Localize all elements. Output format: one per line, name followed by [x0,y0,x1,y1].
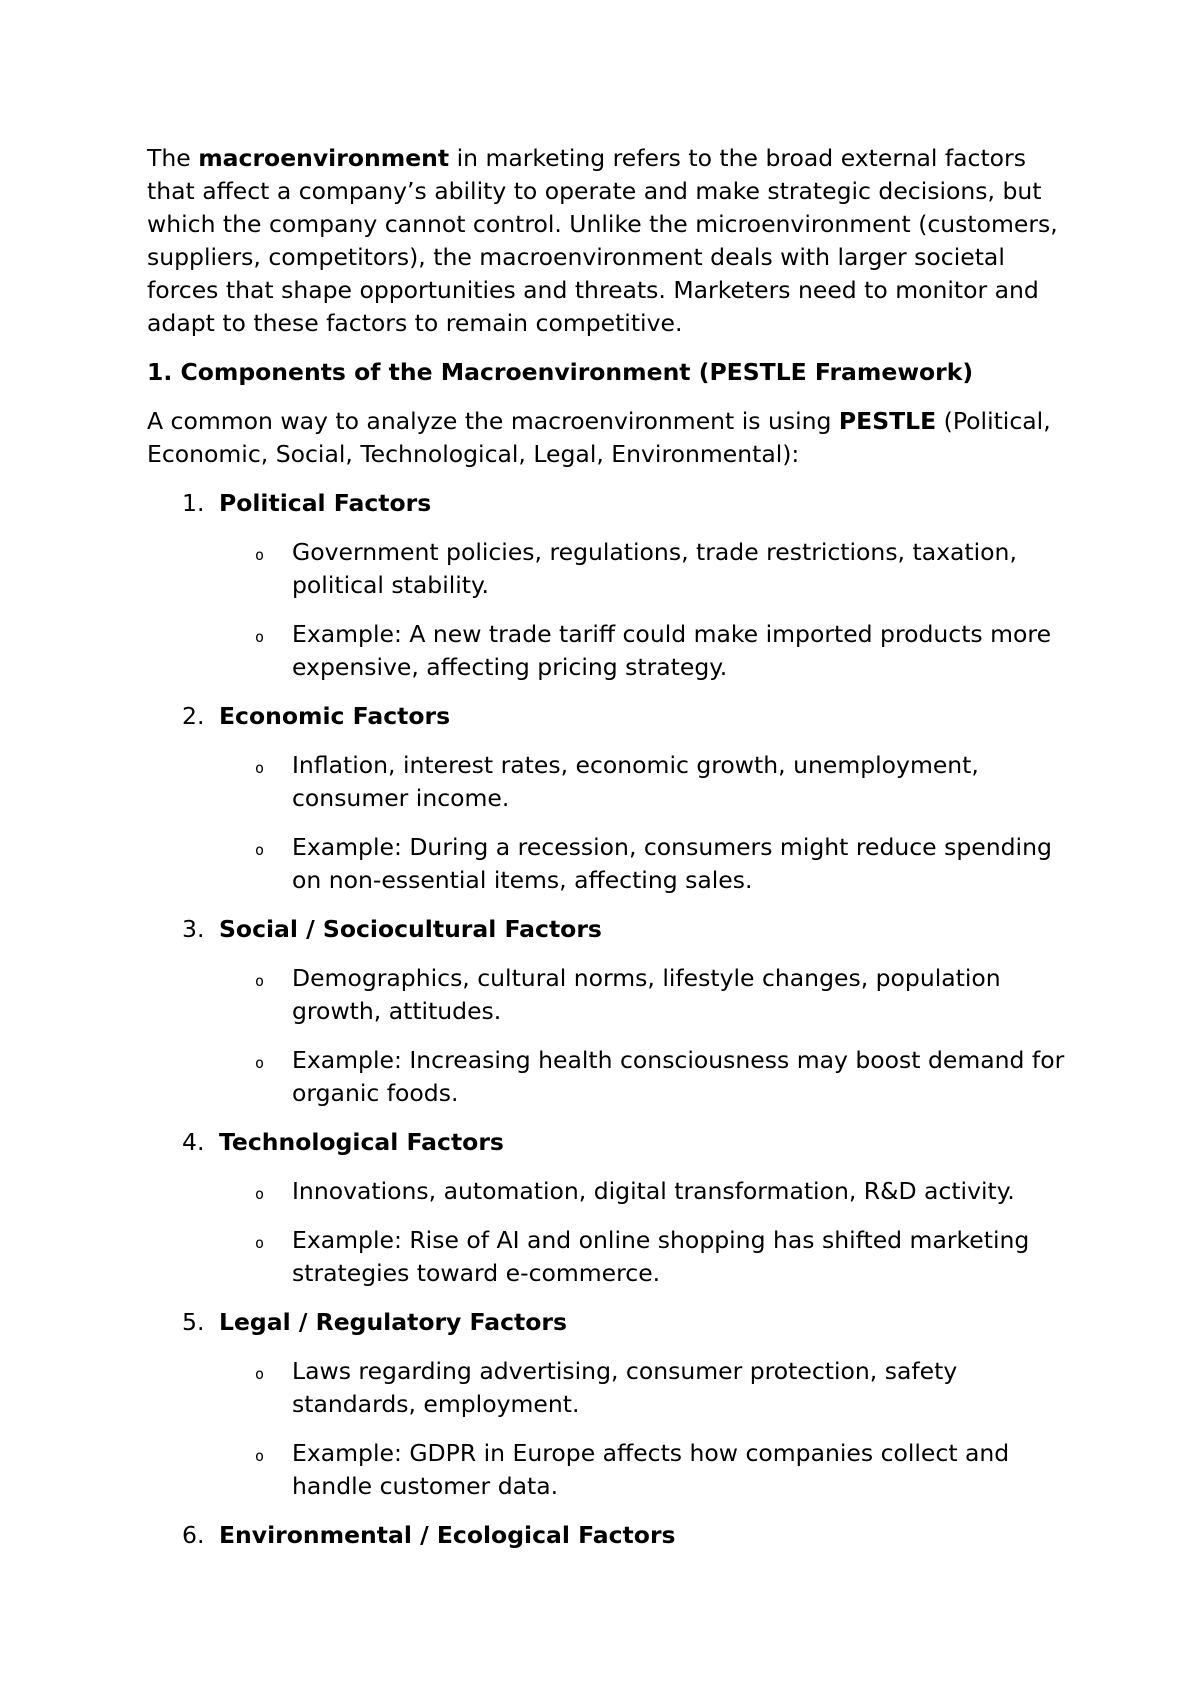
factor-title [147,487,1077,520]
list-item [147,749,1077,815]
factor-number: 5. [182,1308,205,1336]
bullet-icon: o [255,546,265,564]
bullet-icon: o [255,972,265,990]
list-item [147,536,1077,602]
list-item [147,1437,1077,1503]
factor-points [147,1175,1077,1290]
point-text: Innovations, automation, digital transformation, R&D activity. [292,1177,1015,1205]
point-text: Example: Rise of AI and online shopping has shifted marketing strategies toward e-commerce. [292,1226,1030,1287]
factor-title [147,700,1077,733]
point-text: Inflation, interest rates, economic growth, unemployment, consumer income. [292,751,979,812]
factor-list [147,487,1077,1552]
bullet-icon: o [255,1365,265,1383]
factor-technological [147,1126,1077,1290]
lead-text-rest: (Political, Economic, Social, Technological, Legal, Environmental): [147,407,1051,468]
point-text: Government policies, regulations, trade restrictions, taxation, political stability. [292,538,1017,599]
factor-environmental [147,1519,1077,1552]
list-item [147,831,1077,897]
factor-number: 2. [182,702,205,730]
list-item [147,962,1077,1028]
bullet-icon: o [255,759,265,777]
factor-title-text: Economic Factors [219,702,451,730]
factor-title [147,913,1077,946]
list-item [147,1355,1077,1421]
factor-number: 1. [182,489,205,517]
factor-title [147,1306,1077,1339]
factor-number: 6. [182,1521,205,1549]
point-text: Example: Increasing health consciousness may boost demand for organic foods. [292,1046,1065,1107]
section-heading: 1. Components of the Macroenvironment (PESTLE Framework) [147,358,974,386]
list-item [147,618,1077,684]
factor-points [147,749,1077,897]
bullet-icon: o [255,1054,265,1072]
intro-text-start: The [147,144,199,172]
list-item [147,1044,1077,1110]
bullet-icon: o [255,841,265,859]
list-item [147,1224,1077,1290]
lead-paragraph [147,405,1077,471]
bullet-icon: o [255,1185,265,1203]
point-text: Laws regarding advertising, consumer protection, safety standards, employment. [292,1357,958,1418]
list-item [147,1175,1077,1208]
factor-social [147,913,1077,1110]
factor-political [147,487,1077,684]
factor-points [147,962,1077,1110]
document-page [147,142,1077,1568]
intro-text-rest: in marketing refers to the broad external factors that affect a company’s ability to operate and make strategic decisions, but which the company cannot control. Unlike the microenvironment (customers, suppliers, competitors), the macroenvironment deals with larger societal forces that shape opportunities and threats. Marketers need to monitor and adapt to these factors to remain competitive. [147,144,1058,337]
point-text: Example: During a recession, consumers might reduce spending on non-essential items, affecting sales. [292,833,1052,894]
factor-points [147,1355,1077,1503]
intro-key-term: macroenvironment [198,144,450,172]
factor-title [147,1519,1077,1552]
factor-number: 3. [182,915,205,943]
bullet-icon: o [255,1447,265,1465]
bullet-icon: o [255,1234,265,1252]
factor-title-text: Technological Factors [219,1128,504,1156]
factor-title [147,1126,1077,1159]
factor-economic [147,700,1077,897]
bullet-icon: o [255,628,265,646]
point-text: Example: A new trade tariff could make imported products more expensive, affecting pricing strategy. [292,620,1052,681]
lead-text-start: A common way to analyze the macroenvironment is using [147,407,839,435]
factor-title-text: Environmental / Ecological Factors [219,1521,676,1549]
factor-title-text: Legal / Regulatory Factors [219,1308,567,1336]
point-text: Example: GDPR in Europe affects how companies collect and handle customer data. [292,1439,1010,1500]
factor-title-text: Political Factors [219,489,432,517]
point-text: Demographics, cultural norms, lifestyle changes, population growth, attitudes. [292,964,1001,1025]
factor-points [147,536,1077,684]
factor-number: 4. [182,1128,205,1156]
lead-key-term: PESTLE [838,407,937,435]
intro-paragraph [147,142,1077,340]
factor-legal [147,1306,1077,1503]
factor-title-text: Social / Sociocultural Factors [219,915,602,943]
